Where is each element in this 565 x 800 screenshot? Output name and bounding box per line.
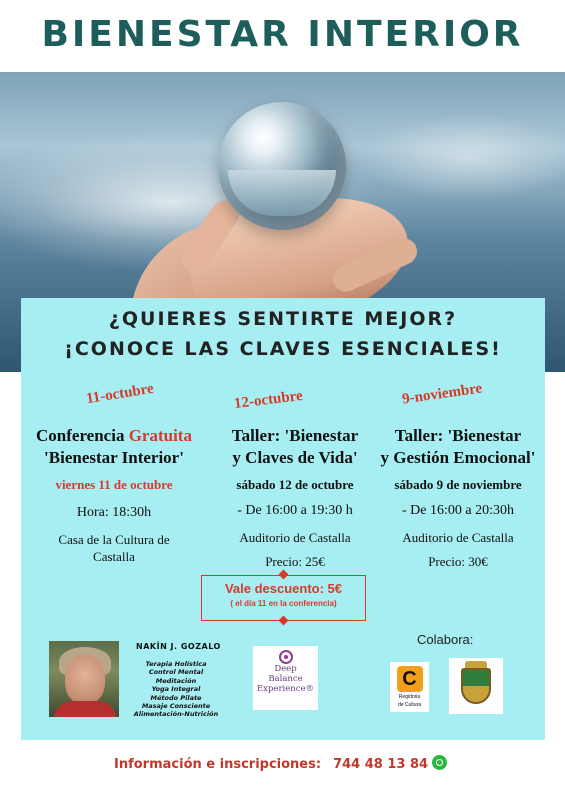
presenter-role: Yoga Integral (151, 685, 201, 694)
event-title-prefix: Conferencia (36, 426, 125, 445)
whatsapp-icon[interactable] (432, 755, 447, 770)
deep-balance-logo-icon (279, 650, 293, 664)
event-date-3: 9-noviembre (401, 380, 484, 408)
presenter-photo (49, 641, 119, 717)
event-venue: Auditorio de Castalla (239, 530, 351, 545)
regidoria-label-line1: Regidoria (398, 694, 421, 700)
event-hour: Hora: 18:30h (76, 505, 152, 520)
event-conference (26, 425, 202, 565)
contact-line (114, 755, 447, 772)
event-title (26, 425, 202, 447)
sponsor-name-line2: Balance (268, 674, 303, 684)
presenter-role: Control Mental (148, 668, 204, 677)
contact-label: Información e inscripciones: (114, 757, 322, 772)
event-date-2: 12-octubre (233, 387, 304, 413)
sponsor-name-line3: Experience® (256, 684, 315, 694)
event-title-line1: Taller: 'Bienestar (394, 426, 522, 445)
headline-call: ¡CONOCE LAS CLAVES ESENCIALES! (64, 338, 502, 360)
presenter-roles (126, 660, 226, 719)
voucher-note: ( el día 11 en la conferencia) (230, 599, 337, 608)
presenter-face (65, 655, 105, 705)
event-title-line2: y Gestión Emocional' (380, 448, 536, 467)
presenter-role: Meditación (155, 676, 197, 685)
poster-title: BIENESTAR INTERIOR (41, 14, 524, 55)
presenter-role: Alimentación-Nutrición (133, 710, 219, 719)
castalla-coat-of-arms-icon (449, 658, 503, 714)
event-venue: Auditorio de Castalla (402, 530, 514, 545)
event-title-accent: Gratuita (128, 426, 192, 445)
event-price: Precio: 25€ (265, 554, 325, 569)
presenter-role: Terapia Holística (145, 660, 207, 668)
regidoria-label-line2: de Cultura (397, 702, 422, 708)
sponsor-logo (253, 646, 318, 710)
regidoria-mark: C (397, 666, 423, 692)
event-title-line2: y Claves de Vida' (232, 448, 358, 467)
event-workshop-2 (372, 425, 544, 570)
event-day: viernes 11 de octubre (55, 477, 173, 492)
water-glare-secondary (360, 112, 565, 202)
voucher-title: Vale descuento: 5€ (224, 581, 343, 596)
event-price: Precio: 30€ (428, 554, 488, 569)
sponsor-name-line1: Deep (274, 664, 297, 674)
event-date-1: 11-octubre (85, 380, 155, 408)
regidoria-cultura-logo-icon (390, 662, 429, 712)
event-workshop-1 (205, 425, 385, 570)
event-title-line1: Taller: 'Bienestar (231, 426, 359, 445)
event-day: sábado 12 de octubre (236, 477, 354, 492)
contact-phone[interactable]: 744 48 13 84 (333, 757, 429, 772)
event-hour: - De 16:00 a 20:30h (402, 503, 514, 518)
presenter-shirt (53, 701, 117, 717)
event-venue (26, 531, 202, 565)
discount-voucher (201, 575, 366, 621)
event-hour: - De 16:00 a 19:30 h (237, 503, 353, 518)
event-title-line2: 'Bienestar Interior' (44, 448, 184, 467)
presenter-name: NAKÎN J. GOZALO (136, 642, 221, 651)
presenter-role: Método Pilate (150, 693, 202, 702)
headline-question: ¿QUIERES SENTIRTE MEJOR? (108, 308, 458, 330)
event-venue-line1: Casa de la Cultura de (58, 532, 170, 547)
event-day: sábado 9 de noviembre (394, 477, 522, 492)
collab-label: Colabora: (417, 632, 474, 647)
shield (461, 668, 491, 704)
event-venue-line2: Castalla (93, 549, 135, 564)
presenter-role: Masaje Consciente (141, 702, 211, 711)
